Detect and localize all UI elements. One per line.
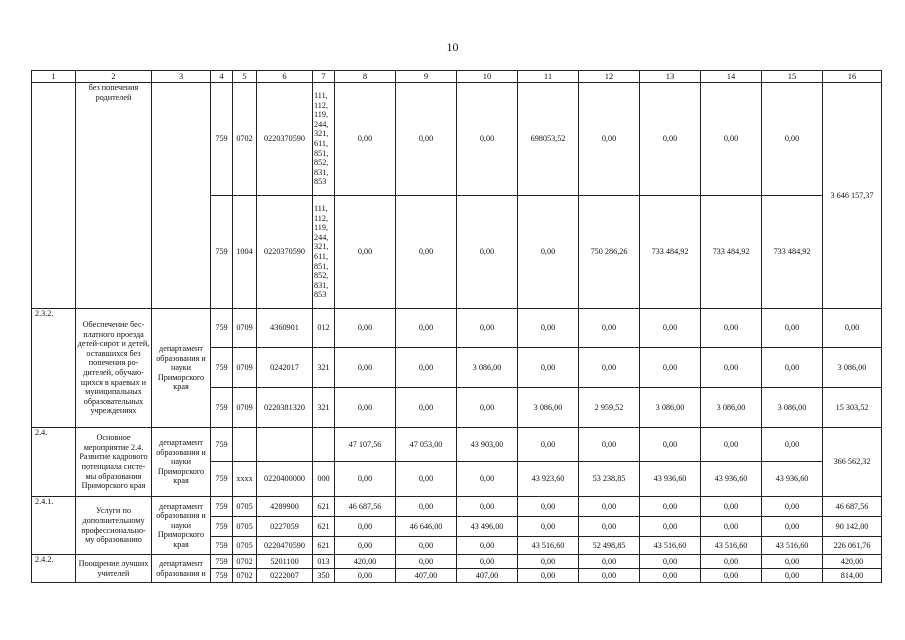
- table-cell: 0,00: [335, 537, 396, 555]
- column-header: 1: [32, 71, 76, 83]
- table-cell: 0702: [233, 83, 257, 196]
- table-cell: 759: [211, 428, 233, 462]
- column-header: 10: [457, 71, 518, 83]
- table-cell: 0,00: [579, 309, 640, 348]
- table-cell: xxxx: [233, 462, 257, 497]
- table-cell: 0,00: [335, 83, 396, 196]
- table-cell: 0,00: [396, 196, 457, 309]
- table-cell: 46 646,00: [396, 517, 457, 537]
- table-cell: 0,00: [518, 555, 579, 569]
- index-cell: 2.4.1.: [32, 497, 76, 555]
- table-cell: 0,00: [457, 462, 518, 497]
- table-cell: 750 286,26: [579, 196, 640, 309]
- table-cell: 0,00: [640, 497, 701, 517]
- table-cell: 0,00: [701, 569, 762, 583]
- table-cell: 759: [211, 348, 233, 388]
- table-cell: 0,00: [701, 309, 762, 348]
- table-cell: 43 516,60: [640, 537, 701, 555]
- executor-cell: департамент образования и науки Приморского края: [152, 428, 211, 497]
- table-cell: 0,00: [640, 517, 701, 537]
- table-cell: 43 936,60: [640, 462, 701, 497]
- table-cell: 0,00: [762, 569, 823, 583]
- table-cell: 0222007: [257, 569, 313, 583]
- table-row: [32, 497, 882, 517]
- table-cell: 0,00: [335, 348, 396, 388]
- column-header: 9: [396, 71, 457, 83]
- table-cell: 0,00: [762, 517, 823, 537]
- index-cell: 2.4.: [32, 428, 76, 497]
- table-cell: 0,00: [579, 83, 640, 196]
- table-cell: 43 936,60: [762, 462, 823, 497]
- table-cell: 111, 112, 119, 244, 321, 611, 851, 852, 831, 853: [313, 196, 335, 309]
- column-header: 5: [233, 71, 257, 83]
- description-cell: Обеспечение бес-платного проезда детей-сирот и детей, оставшихся без попечения ро-дителей, обучаю-щихся в краевых и муниципальных образовательных учреждениях: [76, 309, 152, 428]
- column-header: 11: [518, 71, 579, 83]
- table-cell: 0,00: [396, 348, 457, 388]
- table-row: [32, 555, 882, 569]
- table-cell: 0705: [233, 537, 257, 555]
- table-cell: 0,00: [762, 83, 823, 196]
- table-cell: 0,00: [335, 309, 396, 348]
- executor-cell: департамент образования и науки Приморского края: [152, 497, 211, 555]
- table-cell: 0,00: [396, 462, 457, 497]
- description-cell: Основное мероприятие 2.4. Развитие кадрового потенциала систе-мы образования Приморского края: [76, 428, 152, 497]
- table-cell: 0242017: [257, 348, 313, 388]
- table-cell: 53 238,85: [579, 462, 640, 497]
- table-cell: 0,00: [762, 555, 823, 569]
- table-cell: 0,00: [396, 309, 457, 348]
- table-cell: 0220381320: [257, 388, 313, 428]
- executor-cell: [152, 83, 211, 309]
- table-cell: 0,00: [579, 517, 640, 537]
- page-number: 10: [446, 40, 459, 54]
- budget-table: [31, 70, 882, 583]
- table-cell: 420,00: [335, 555, 396, 569]
- table-cell: [233, 428, 257, 462]
- table-cell: 0,00: [762, 309, 823, 348]
- table-cell: 43 516,60: [762, 537, 823, 555]
- table-cell: 43 496,00: [457, 517, 518, 537]
- table-cell: 0705: [233, 517, 257, 537]
- table-cell: 0,00: [457, 309, 518, 348]
- executor-cell: департамент образования и: [152, 555, 211, 583]
- table-cell: 0,00: [457, 555, 518, 569]
- index-cell: [32, 83, 76, 309]
- column-header: 7: [313, 71, 335, 83]
- table-cell: 0,00: [640, 569, 701, 583]
- table-cell: 759: [211, 83, 233, 196]
- table-cell: 0,00: [762, 348, 823, 388]
- table-cell: 43 903,00: [457, 428, 518, 462]
- table-cell: 0,00: [335, 569, 396, 583]
- table-cell: 733 484,92: [762, 196, 823, 309]
- table-cell: 0,00: [518, 196, 579, 309]
- total-cell: 46 687,56: [823, 497, 882, 517]
- table-cell: 0,00: [518, 348, 579, 388]
- table-cell: 3 086,00: [518, 388, 579, 428]
- table-cell: 012: [313, 309, 335, 348]
- description-cell: Услуги по дополнительному профессионально-му образованию: [76, 497, 152, 555]
- column-header: 6: [257, 71, 313, 83]
- table-cell: 0,00: [457, 83, 518, 196]
- table-cell: 0,00: [518, 569, 579, 583]
- total-cell: 366 562,32: [823, 428, 882, 497]
- table-cell: 0,00: [396, 497, 457, 517]
- table-cell: 0,00: [457, 196, 518, 309]
- total-cell: 226 061,76: [823, 537, 882, 555]
- table-cell: 4360901: [257, 309, 313, 348]
- executor-cell: департамент образования и науки Приморского края: [152, 309, 211, 428]
- column-header: 4: [211, 71, 233, 83]
- table-cell: 3 086,00: [640, 388, 701, 428]
- table-cell: 621: [313, 517, 335, 537]
- column-header: 14: [701, 71, 762, 83]
- table-cell: 1004: [233, 196, 257, 309]
- table-cell: 0220400000: [257, 462, 313, 497]
- table-cell: 46 687,56: [335, 497, 396, 517]
- table-cell: 0,00: [701, 348, 762, 388]
- table-cell: 0,00: [518, 517, 579, 537]
- total-cell: 3 646 157,37: [823, 83, 882, 309]
- table-cell: 0,00: [457, 497, 518, 517]
- table-cell: 759: [211, 309, 233, 348]
- table-cell: 0,00: [396, 555, 457, 569]
- column-header: 13: [640, 71, 701, 83]
- table-cell: 759: [211, 196, 233, 309]
- total-cell: 814,00: [823, 569, 882, 583]
- total-cell: 3 086,00: [823, 348, 882, 388]
- table-cell: 3 086,00: [701, 388, 762, 428]
- table-cell: 733 484,92: [701, 196, 762, 309]
- table-cell: 759: [211, 462, 233, 497]
- table-cell: 0709: [233, 309, 257, 348]
- table-cell: 0702: [233, 555, 257, 569]
- table-cell: 52 498,85: [579, 537, 640, 555]
- table-cell: 47 053,00: [396, 428, 457, 462]
- table-cell: 0,00: [335, 462, 396, 497]
- table-cell: 0,00: [640, 428, 701, 462]
- table-row: [32, 428, 882, 462]
- table-cell: 43 923,60: [518, 462, 579, 497]
- total-cell: 90 142,00: [823, 517, 882, 537]
- table-cell: 0,00: [579, 348, 640, 388]
- table-cell: 759: [211, 497, 233, 517]
- table-cell: 0709: [233, 348, 257, 388]
- table-cell: 0227059: [257, 517, 313, 537]
- table-cell: 3 086,00: [762, 388, 823, 428]
- index-cell: 2.4.2.: [32, 555, 76, 583]
- table-cell: 111, 112, 119, 244, 321, 611, 851, 852, 831, 853: [313, 83, 335, 196]
- table-cell: 0705: [233, 497, 257, 517]
- table-cell: 0,00: [457, 537, 518, 555]
- table-cell: 000: [313, 462, 335, 497]
- table-cell: 759: [211, 555, 233, 569]
- table-cell: 0,00: [396, 83, 457, 196]
- table-cell: 3 086,00: [457, 348, 518, 388]
- table-cell: 0,00: [457, 388, 518, 428]
- table-cell: 0,00: [640, 309, 701, 348]
- table-cell: 47 107,56: [335, 428, 396, 462]
- table-cell: 698053,52: [518, 83, 579, 196]
- table-cell: 0,00: [701, 83, 762, 196]
- table-row: [32, 309, 882, 348]
- table-cell: 407,00: [396, 569, 457, 583]
- table-cell: 621: [313, 537, 335, 555]
- table-cell: 0,00: [701, 428, 762, 462]
- description-cell: без попечения родителей: [76, 83, 152, 309]
- table-cell: 0,00: [396, 388, 457, 428]
- table-cell: 321: [313, 388, 335, 428]
- table-cell: 0220470590: [257, 537, 313, 555]
- table-cell: 0702: [233, 569, 257, 583]
- header-row: [32, 71, 882, 83]
- table-cell: 0220370590: [257, 83, 313, 196]
- table-cell: 0,00: [640, 555, 701, 569]
- column-header: 3: [152, 71, 211, 83]
- table-cell: 0,00: [518, 428, 579, 462]
- description-cell: Поощрение лучших учителей: [76, 555, 152, 583]
- table-cell: 0,00: [579, 555, 640, 569]
- table-cell: 759: [211, 517, 233, 537]
- table-cell: [257, 428, 313, 462]
- total-cell: 420,00: [823, 555, 882, 569]
- table-cell: 759: [211, 537, 233, 555]
- table-cell: 0,00: [518, 309, 579, 348]
- table-cell: 759: [211, 388, 233, 428]
- table-cell: 0,00: [579, 497, 640, 517]
- table-row: [32, 83, 882, 196]
- table-cell: 43 516,60: [701, 537, 762, 555]
- total-cell: 0,00: [823, 309, 882, 348]
- index-cell: 2.3.2.: [32, 309, 76, 428]
- column-header: 12: [579, 71, 640, 83]
- table-cell: 0,00: [640, 83, 701, 196]
- table-cell: 0,00: [335, 517, 396, 537]
- table-cell: 0,00: [579, 428, 640, 462]
- table-cell: 4289900: [257, 497, 313, 517]
- column-header: 8: [335, 71, 396, 83]
- table-cell: 5201100: [257, 555, 313, 569]
- table-cell: 0,00: [579, 569, 640, 583]
- table-cell: 0220370590: [257, 196, 313, 309]
- table-cell: 0,00: [762, 428, 823, 462]
- table-cell: 0709: [233, 388, 257, 428]
- table-cell: 321: [313, 348, 335, 388]
- total-cell: 15 303,52: [823, 388, 882, 428]
- table-cell: 0,00: [762, 497, 823, 517]
- table-cell: 0,00: [335, 388, 396, 428]
- table-cell: 733 484,92: [640, 196, 701, 309]
- table-cell: 2 959,52: [579, 388, 640, 428]
- table-cell: 407,00: [457, 569, 518, 583]
- table-cell: 350: [313, 569, 335, 583]
- column-header: 2: [76, 71, 152, 83]
- table-cell: 0,00: [518, 497, 579, 517]
- table-cell: 013: [313, 555, 335, 569]
- column-header: 16: [823, 71, 882, 83]
- table-cell: 759: [211, 569, 233, 583]
- column-header: 15: [762, 71, 823, 83]
- table-cell: 0,00: [335, 196, 396, 309]
- table-cell: 43 516,60: [518, 537, 579, 555]
- table-cell: 621: [313, 497, 335, 517]
- table-cell: 43 936,60: [701, 462, 762, 497]
- table-cell: 0,00: [701, 555, 762, 569]
- table-cell: 0,00: [701, 497, 762, 517]
- table-cell: 0,00: [640, 348, 701, 388]
- table-cell: 0,00: [396, 537, 457, 555]
- table-cell: [313, 428, 335, 462]
- table-cell: 0,00: [701, 517, 762, 537]
